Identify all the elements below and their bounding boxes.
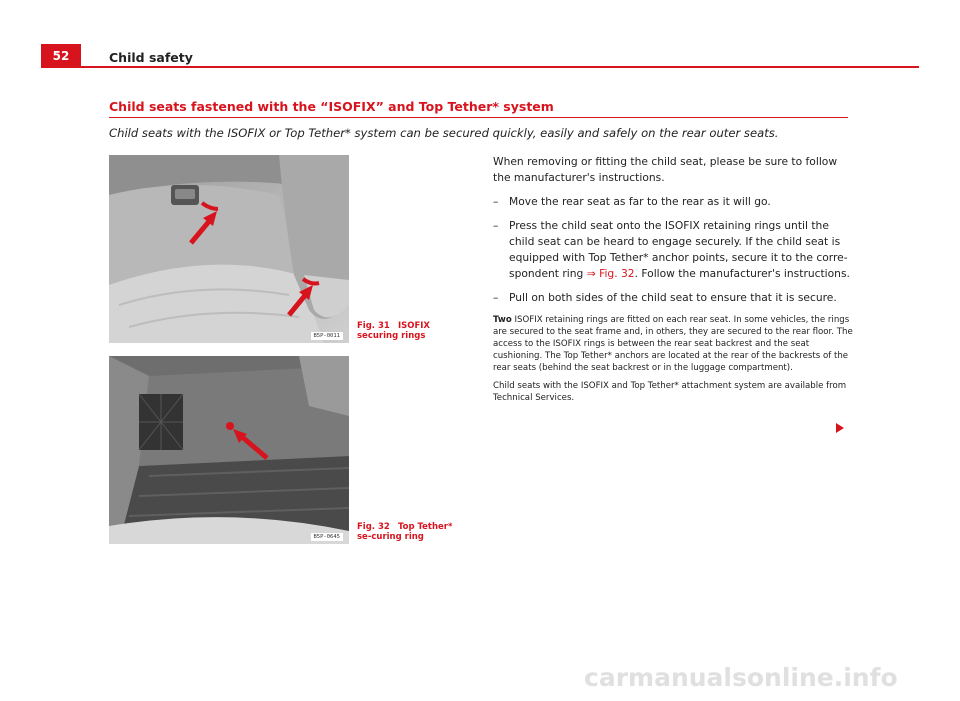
section-intro: Child seats with the ISOFIX or Top Tether* system can be secured quickly, easily and safely on the rear outer seats. — [109, 126, 779, 140]
figure-code: B5P-0645 — [311, 533, 344, 541]
step-text: Pull on both sides of the child seat to ensure that it is secure. — [509, 291, 837, 304]
figure-caption-text: ISOFIX securing rings — [357, 321, 430, 341]
step-dash: – — [493, 291, 499, 304]
instruction-step — [493, 194, 853, 210]
figure-caption-text: Top Tether* se-curing ring — [357, 522, 453, 542]
figure-label: Fig. 32 — [357, 522, 390, 532]
header-divider — [81, 66, 919, 68]
figure-reference-link[interactable]: ⇒ Fig. 32 — [586, 267, 635, 280]
step-text: Move the rear seat as far to the rear as it will go. — [509, 195, 771, 208]
figure-isofix-rings — [109, 155, 349, 343]
note-text: ISOFIX retaining rings are fitted on each rear seat. In some vehicles, the rings are secured to the seat frame and, in others, they are secured to the rear floor. The access to the ISOFIX rings is between the rear seat backrest and the seat cushioning. The Top Tether* anchors are located at the rear of the backrests of the rear seats (behind the seat backrest or in the luggage compartment). — [493, 315, 853, 373]
continue-arrow-icon — [836, 423, 844, 433]
note-paragraph — [493, 314, 853, 374]
instruction-step — [493, 290, 853, 306]
section-title: Child seats fastened with the “ISOFIX” and Top Tether* system — [109, 99, 554, 114]
step-text: Press the child seat onto the ISOFIX retaining rings until the child seat can be heard to engage securely. If the child seat is equipped with Top Tether* anchor points, secure it to the corre-spondent ring — [509, 219, 848, 280]
availability-paragraph: Child seats with the ISOFIX and Top Tether* attachment system are available from Technical Services. — [493, 381, 847, 403]
chapter-title: Child safety — [109, 50, 193, 65]
page-number — [41, 44, 81, 68]
figure-label: Fig. 31 — [357, 321, 390, 331]
section-divider — [109, 117, 848, 118]
page-number-text: 52 — [52, 49, 70, 63]
instruction-step — [493, 218, 853, 282]
note-bold: Two — [493, 315, 512, 325]
figure-code: B5P-0011 — [311, 332, 344, 340]
instructions-column — [493, 154, 853, 404]
luggage-compartment-illustration — [109, 356, 349, 544]
step-text-end: . Follow the manufacturer's instructions. — [634, 267, 850, 280]
figure-caption — [357, 321, 467, 341]
step-dash: – — [493, 195, 499, 208]
step-dash: – — [493, 219, 499, 232]
isofix-seat-illustration — [109, 155, 349, 343]
figure-caption — [357, 522, 467, 542]
watermark: carmanualsonline.info — [584, 663, 898, 692]
intro-paragraph: When removing or fitting the child seat, please be sure to follow the manufacturer's instructions. — [493, 155, 838, 184]
figure-top-tether-ring — [109, 356, 349, 544]
